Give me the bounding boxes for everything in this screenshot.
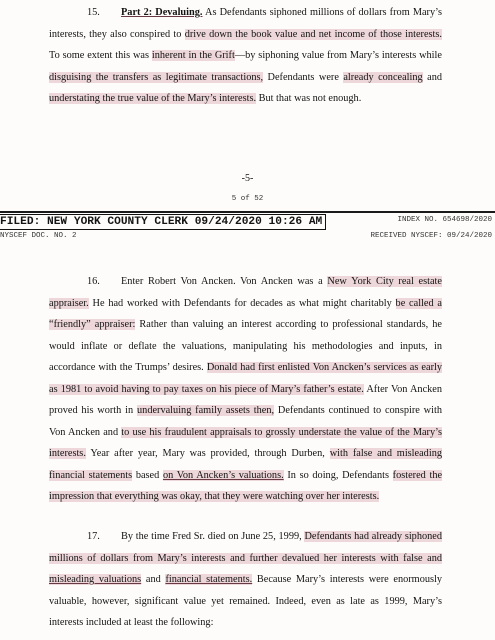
page-divider <box>0 211 495 213</box>
paragraph-15: 15. Part 2: Devaluing. As Defendants siphoned millions of dollars from Mary’s interests, they also conspired to drive down the book value and net income of those interests. To some extent this was inherent in the Grift—by siphoning value from Mary’s interests while disguising the transfers as legitimate transactions, Defendants were already concealing and understating the true value of the Mary’s interests. But that was not enough. <box>49 2 442 110</box>
section-heading: Part 2: Devaluing. <box>121 7 203 18</box>
highlighted-text: fostered the impression that everything was okay, that they were watching over her interests. <box>49 469 443 502</box>
highlighted-text: with false and misleading financial statements <box>49 448 442 481</box>
paragraph-17: 17. By the time Fred Sr. died on June 25, 1999, Defendants had already siphoned millions of dollars from Mary’s interests and further devalued her interests with false and misleading valuations and financial statements. Because Mary’s interests were enormously valuable, however, significant value yet remained. Indeed, even as late as 1999, Mary’s interests included at least the following: <box>49 526 442 634</box>
paragraph-number: 17. <box>87 531 100 542</box>
doc-number: NYSCEF DOC. NO. 2 <box>0 232 77 240</box>
index-number: INDEX NO. 654698/2020 <box>397 216 492 224</box>
highlighted-text: be called a “friendly” appraiser: <box>49 297 442 330</box>
paragraph-number: 16. <box>87 276 100 287</box>
highlighted-text: inherent in the Grift <box>151 50 235 61</box>
underlined-text: on Von Ancken’s valuations. <box>162 469 284 481</box>
highlighted-text: already concealing <box>343 71 423 83</box>
paragraph-number: 15. <box>87 7 100 18</box>
paragraph-16: 16. Enter Robert Von Ancken. Von Ancken was a New York City real estate appraiser. He had worked with Defendants for decades as what might charitably be called a “friendly” appraiser: Rather than valuing an interest according to professional standards, he would inflate or deflate the valuations, manipulating his methodologies and inputs, in accordance with the Trumps’ desires. Donald had first enlisted Von Ancken’s services as early as 1981 to avoid having to pay taxes on his piece of Mary’s father’s estate. After Von Ancken proved his worth in undervaluing family assets then, Defendants continued to conspire with Von Ancken and to use his fraudulent appraisals to grossly understate the value of the Mary’s interests. Year after year, Mary was provided, through Durben, with false and misleading financial statements based on Von Ancken’s valuations. In so doing, Defendants fostered the impression that everything was okay, that they were watching over her interests. <box>49 271 442 508</box>
page-count: 5 of 52 <box>231 195 264 203</box>
highlighted-text: Defendants had already siphoned millions of dollars from Mary’s interests and further devalued her interests with false and <box>49 531 442 564</box>
highlighted-text: undervaluing family assets then, <box>137 405 275 416</box>
highlighted-text: Donald had first enlisted Von Ancken’s services as early as 1981 to avoid having to pay taxes on his piece of Mary’s father’s estate. <box>49 362 443 395</box>
highlighted-text: disguising the transfers as legitimate transactions, <box>49 71 264 83</box>
highlighted-text: understating the true value of the Mary’s interests. <box>49 93 257 104</box>
highlighted-text: to use his fraudulent appraisals to grossly understate the value of the Mary’s interests. <box>49 426 442 459</box>
highlighted-text: drive down the book value and net income of those interests. <box>184 28 442 40</box>
highlighted-text: New York City real estate appraiser. <box>49 276 442 309</box>
underlined-text: misleading valuations <box>49 574 142 585</box>
page-number: -5- <box>241 173 254 184</box>
received-date: RECEIVED NYSCEF: 09/24/2020 <box>370 232 492 240</box>
underlined-text: financial statements. <box>165 574 253 585</box>
filed-stamp: FILED: NEW YORK COUNTY CLERK 09/24/2020 10:26 AM <box>0 214 326 230</box>
